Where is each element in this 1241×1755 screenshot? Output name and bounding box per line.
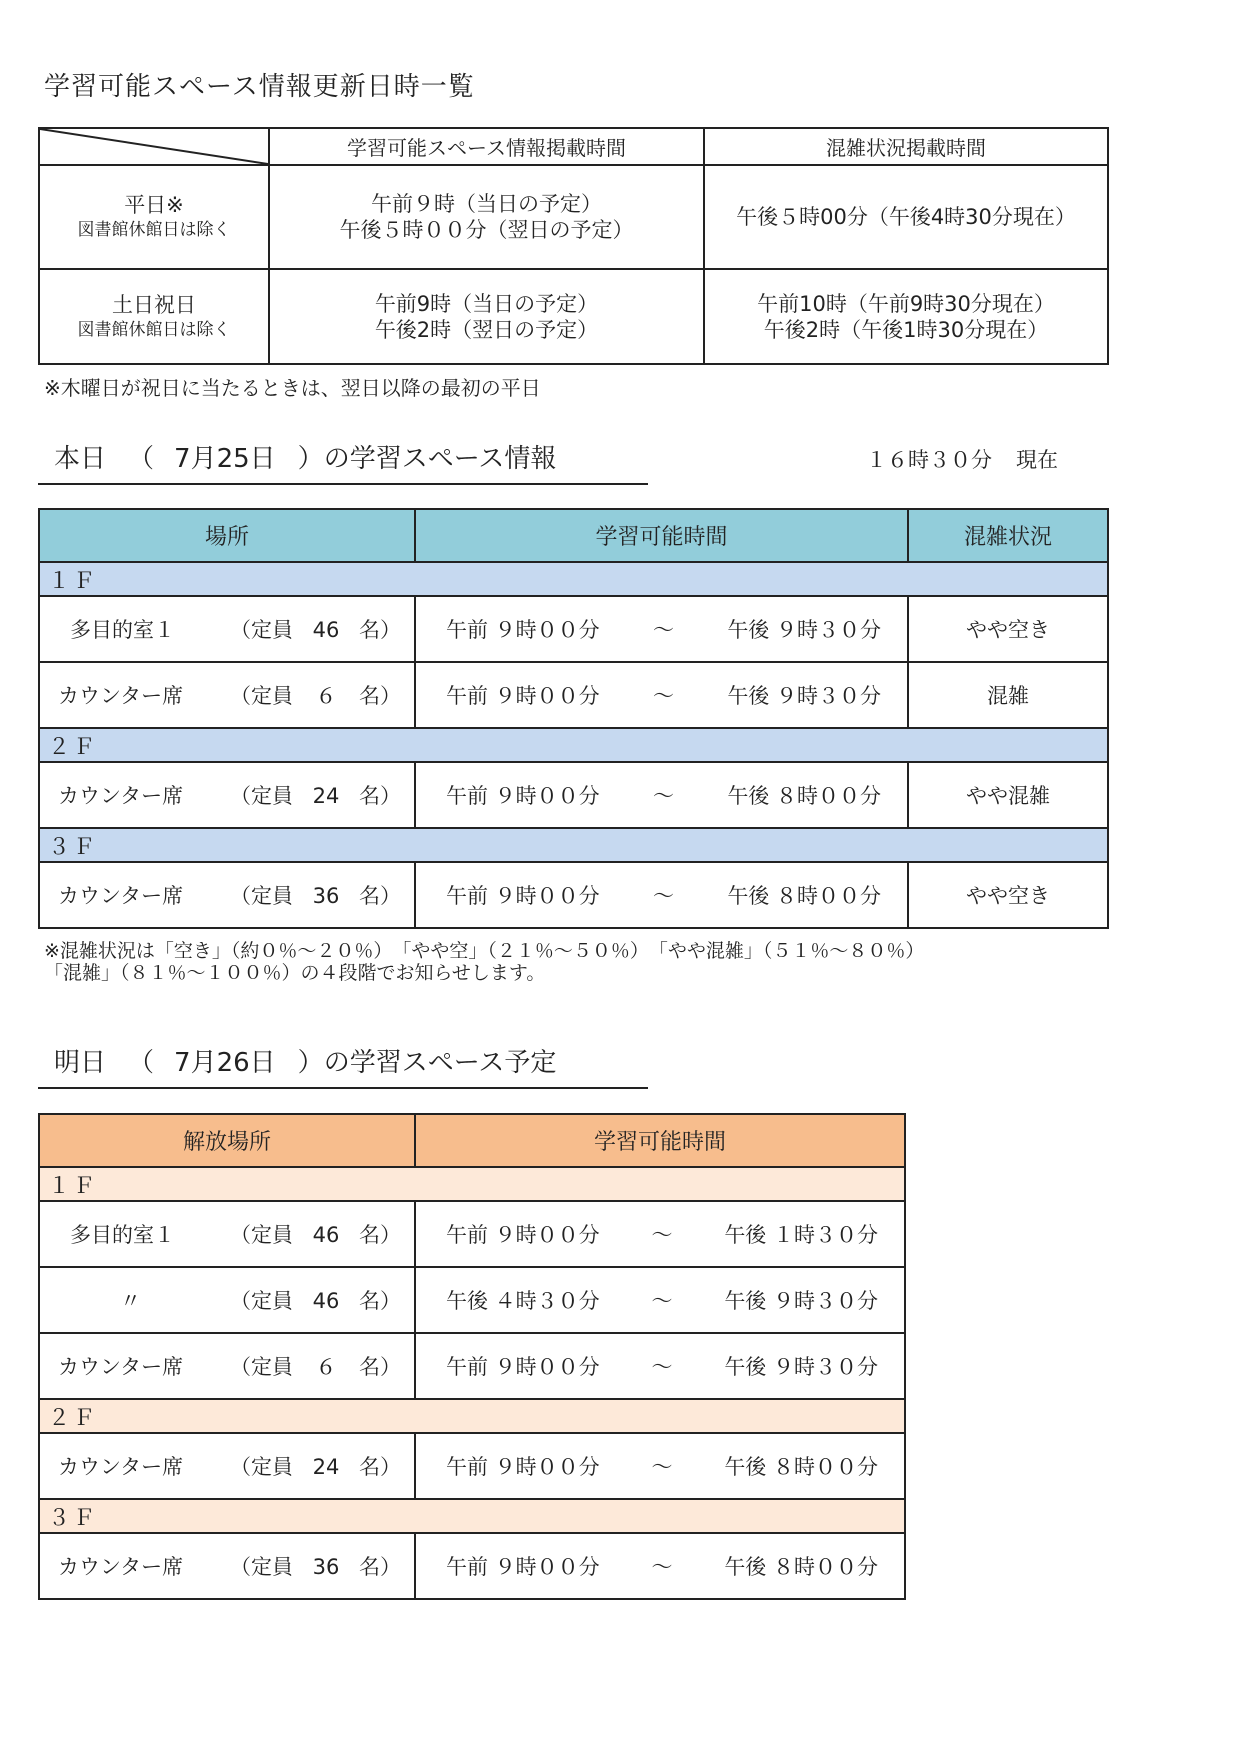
table-row — [39, 1201, 905, 1267]
schedule-posting-line: 午前９時（当日の予定） — [371, 192, 602, 216]
status-cell: 混雑 — [908, 662, 1108, 728]
today-header-place: 場所 — [39, 509, 415, 562]
start-time: 午後 ４時３０分 — [446, 1289, 600, 1313]
tomorrow-header-place: 解放場所 — [39, 1114, 415, 1167]
time-cell — [415, 1433, 905, 1499]
time-separator: ～ — [653, 884, 674, 908]
end-time: 午後 ８時００分 — [727, 784, 881, 808]
table-row — [39, 762, 1108, 828]
page-title: 学習可能スペース情報更新日時一覧 — [44, 72, 475, 102]
schedule-day-cell — [39, 269, 269, 364]
today-header-status: 混雑状況 — [908, 509, 1108, 562]
place-cell — [39, 1533, 415, 1599]
today-heading-date: 7月25日 — [174, 444, 276, 474]
end-time: 午後 １時３０分 — [724, 1223, 878, 1247]
place-name: カウンター席 — [58, 1555, 184, 1579]
place-name: 〃 — [120, 1289, 141, 1313]
place-cell — [39, 596, 415, 662]
time-separator: ～ — [651, 1289, 673, 1313]
as-of-label: 現在 — [1016, 448, 1058, 472]
tomorrow-header-row — [39, 1114, 905, 1167]
as-of-time — [866, 444, 1058, 474]
time-separator: ～ — [653, 618, 674, 642]
status-cell: やや空き — [908, 862, 1108, 928]
schedule-congestion-line: 午前10時（午前9時30分現在） — [757, 291, 1055, 316]
capacity: （定員 36 名） — [230, 1555, 401, 1579]
capacity: （定員 24 名） — [230, 1455, 401, 1479]
capacity: （定員 36 名） — [230, 884, 401, 908]
schedule-header-posting: 学習可能スペース情報掲載時間 — [269, 128, 704, 165]
table-row — [39, 1433, 905, 1499]
time-cell — [415, 1201, 905, 1267]
schedule-header-congestion: 混雑状況掲載時間 — [704, 128, 1108, 165]
table-row — [39, 662, 1108, 728]
schedule-posting-line: 午後５時００分（翌日の予定） — [339, 218, 634, 242]
schedule-congestion-cell — [704, 269, 1108, 364]
capacity: （定員 ６ 名） — [230, 684, 401, 708]
time-cell — [415, 662, 908, 728]
tomorrow-table — [38, 1113, 906, 1600]
today-heading-open: （ — [128, 444, 155, 474]
start-time: 午前 ９時００分 — [446, 784, 600, 808]
start-time: 午前 ９時００分 — [446, 1455, 600, 1479]
end-time: 午後 ８時００分 — [724, 1455, 878, 1479]
schedule-posting-cell — [269, 269, 704, 364]
congestion-note-line: ※混雑状況は「空き」（約０％～２０％） 「やや空」（２１％～５０％） 「やや混雑」（５１％～８０％） — [44, 940, 925, 962]
place-cell — [39, 1267, 415, 1333]
start-time: 午前 ９時００分 — [446, 884, 600, 908]
place-cell — [39, 1201, 415, 1267]
place-name: カウンター席 — [58, 684, 184, 708]
diagonal-line-icon — [40, 129, 268, 164]
floor-row-3f: ３Ｆ — [39, 828, 1108, 862]
floor-row-2f: ２Ｆ — [39, 1399, 905, 1433]
today-table — [38, 508, 1109, 929]
floor-row-3f: ３Ｆ — [39, 1499, 905, 1533]
tomorrow-header-time: 学習可能時間 — [415, 1114, 905, 1167]
place-cell — [39, 1433, 415, 1499]
capacity: （定員 46 名） — [230, 1223, 401, 1247]
start-time: 午前 ９時００分 — [446, 1223, 600, 1247]
table-row — [39, 862, 1108, 928]
end-time: 午後 ９時３０分 — [724, 1355, 878, 1379]
start-time: 午前 ９時００分 — [446, 684, 600, 708]
schedule-posting-line: 午後2時（翌日の予定） — [374, 317, 599, 342]
schedule-day: 土日祝日 — [112, 292, 196, 317]
update-schedule-table — [38, 127, 1109, 365]
tomorrow-heading-open: （ — [128, 1048, 155, 1078]
place-name: カウンター席 — [58, 1355, 184, 1379]
today-heading-suffix: の学習スペース情報 — [323, 444, 557, 474]
place-cell — [39, 862, 415, 928]
place-cell — [39, 1333, 415, 1399]
schedule-day-note: 図書館休館日は除く — [77, 319, 231, 340]
time-cell — [415, 762, 908, 828]
capacity: （定員 24 名） — [230, 784, 401, 808]
place-name: カウンター席 — [58, 884, 184, 908]
table-row — [39, 596, 1108, 662]
time-cell — [415, 1333, 905, 1399]
time-separator: ～ — [653, 784, 674, 808]
table-row — [39, 1267, 905, 1333]
tomorrow-heading-prefix: 明日 — [54, 1048, 107, 1078]
today-header-row — [39, 509, 1108, 562]
schedule-day-cell — [39, 165, 269, 269]
schedule-row-weekend — [39, 269, 1108, 364]
place-name: カウンター席 — [58, 784, 184, 808]
congestion-note-line: 「混雑」（８１％～１００％）の４段階でお知らせします。 — [44, 962, 546, 984]
table-row — [39, 1533, 905, 1599]
schedule-posting-cell — [269, 165, 704, 269]
today-header-time: 学習可能時間 — [415, 509, 908, 562]
time-cell — [415, 596, 908, 662]
today-heading-close: ） — [297, 444, 324, 474]
schedule-congestion-line: 午後2時（午後1時30分現在） — [763, 317, 1049, 342]
capacity: （定員 ６ 名） — [230, 1355, 401, 1379]
today-heading — [54, 438, 556, 475]
schedule-row-weekday — [39, 165, 1108, 269]
tomorrow-heading-date: 7月26日 — [174, 1048, 276, 1078]
time-cell — [415, 1533, 905, 1599]
capacity: （定員 46 名） — [230, 618, 401, 642]
place-name: 多目的室１ — [70, 618, 175, 642]
tomorrow-heading-close: ） — [297, 1048, 324, 1078]
floor-row-1f: １Ｆ — [39, 562, 1108, 596]
time-cell — [415, 862, 908, 928]
time-separator: ～ — [651, 1555, 673, 1579]
start-time: 午前 ９時００分 — [446, 618, 600, 642]
time-separator: ～ — [651, 1223, 673, 1247]
tomorrow-heading-suffix: の学習スペース予定 — [323, 1048, 557, 1078]
today-heading-underline — [38, 483, 648, 485]
capacity: （定員 46 名） — [230, 1289, 401, 1313]
as-of-clock: １６時３０分 — [866, 448, 992, 472]
start-time: 午前 ９時００分 — [446, 1355, 600, 1379]
place-name: カウンター席 — [58, 1455, 184, 1479]
end-time: 午後 ９時３０分 — [724, 1289, 878, 1313]
table-row — [39, 1333, 905, 1399]
schedule-footnote: ※木曜日が祝日に当たるときは、翌日以降の最初の平日 — [44, 376, 541, 400]
time-separator: ～ — [651, 1355, 673, 1379]
congestion-note — [44, 940, 924, 984]
today-heading-prefix: 本日 — [54, 444, 107, 474]
start-time: 午前 ９時００分 — [446, 1555, 600, 1579]
schedule-posting-line: 午前9時（当日の予定） — [374, 291, 599, 316]
time-cell — [415, 1267, 905, 1333]
time-separator: ～ — [651, 1455, 673, 1479]
place-name: 多目的室１ — [70, 1223, 175, 1247]
tomorrow-heading-underline — [38, 1087, 648, 1089]
schedule-header-row — [39, 128, 1108, 165]
time-separator: ～ — [653, 684, 674, 708]
place-cell — [39, 662, 415, 728]
status-cell: やや空き — [908, 596, 1108, 662]
schedule-day: 平日※ — [124, 193, 184, 217]
end-time: 午後 ８時００分 — [724, 1555, 878, 1579]
status-cell: やや混雑 — [908, 762, 1108, 828]
schedule-corner-cell — [39, 128, 269, 165]
floor-row-1f: １Ｆ — [39, 1167, 905, 1201]
schedule-day-note: 図書館休館日は除く — [77, 220, 231, 240]
schedule-congestion-cell — [704, 165, 1108, 269]
schedule-congestion-line: 午後５時00分（午後4時30分現在） — [736, 205, 1076, 229]
end-time: 午後 ９時３０分 — [727, 618, 881, 642]
end-time: 午後 ９時３０分 — [727, 684, 881, 708]
end-time: 午後 ８時００分 — [727, 884, 881, 908]
floor-row-2f: ２Ｆ — [39, 728, 1108, 762]
tomorrow-heading — [54, 1042, 556, 1079]
place-cell — [39, 762, 415, 828]
